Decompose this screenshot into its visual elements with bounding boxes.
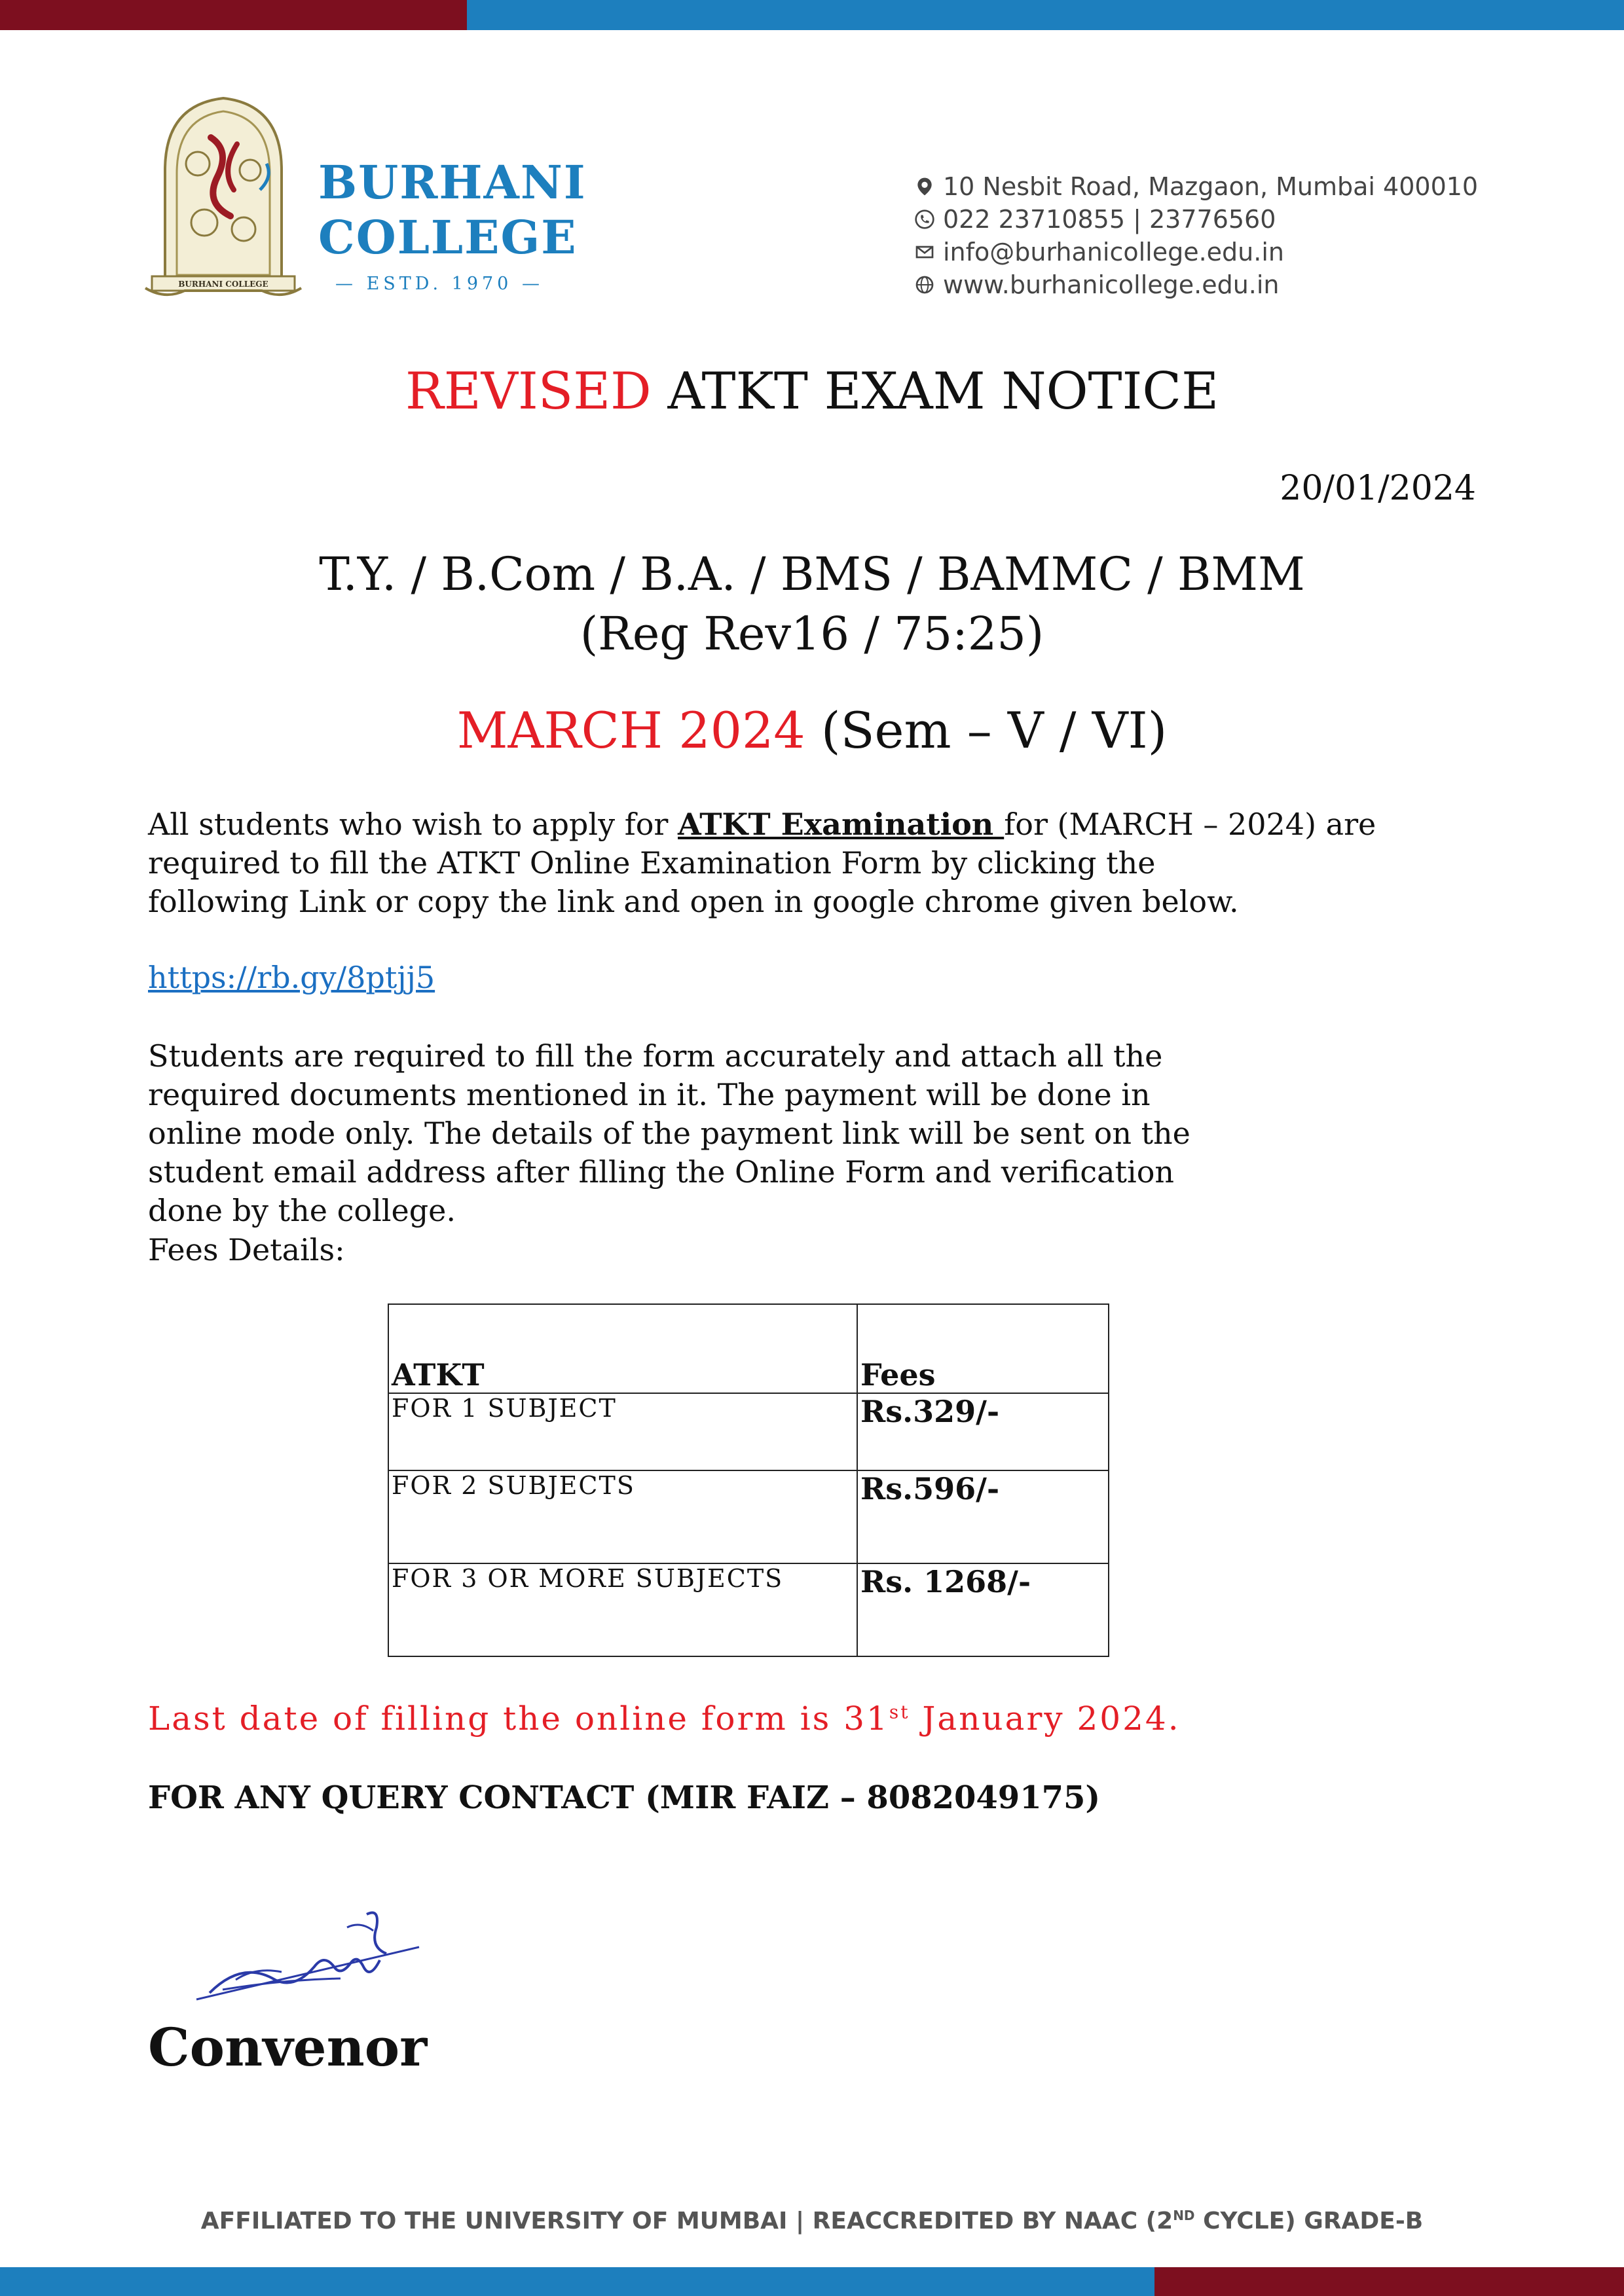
last-date-prefix: Last date of filling the online form is 31: [148, 1700, 889, 1738]
notice-title-revised: REVISED: [405, 362, 652, 421]
table-cell-fee: Rs. 1268/-: [857, 1563, 1109, 1656]
signature-image: [183, 1901, 426, 2013]
form-link[interactable]: https://rb.gy/8ptjj5: [148, 960, 435, 995]
college-established: — ESTD. 1970 —: [335, 274, 544, 294]
para1-text-bold: ATKT Examination: [678, 807, 1005, 842]
exam-session-month: MARCH 2024: [456, 701, 805, 759]
query-contact: FOR ANY QUERY CONTACT (MIR FAIZ – 8082049175): [148, 1779, 1101, 1816]
accreditation-footer: [0, 2208, 1624, 2234]
para2-line3: online mode only. The details of the payment link will be sent on the: [148, 1116, 1190, 1151]
exam-session: [0, 701, 1624, 759]
bottom-bar-blue: [0, 2267, 1154, 2296]
para2-line4: student email address after filling the Online Form and verification: [148, 1154, 1175, 1190]
last-date-notice: [148, 1700, 1181, 1738]
contact-phone: [914, 207, 1276, 232]
table-row: [388, 1563, 1109, 1656]
table-cell-fee: Rs.329/-: [857, 1393, 1109, 1470]
last-date-suffix: January 2024.: [910, 1700, 1181, 1738]
top-bar-blue: [467, 0, 1624, 30]
para2-line1: Students are required to fill the form accurately and attach all the: [148, 1038, 1163, 1074]
para2-line2: required documents mentioned in it. The payment will be done in: [148, 1077, 1151, 1112]
address-text: 10 Nesbit Road, Mazgaon, Mumbai 400010: [943, 172, 1479, 201]
college-name-line1: BURHANI: [318, 155, 587, 210]
para1-line1: [148, 805, 1376, 844]
notice-title: [0, 364, 1624, 420]
signatory-title: Convenor: [148, 2016, 428, 2078]
regulation-info: (Reg Rev16 / 75:25): [580, 607, 1044, 661]
bottom-bar-maroon: [1154, 2267, 1624, 2296]
fees-details-label: Fees Details:: [148, 1232, 345, 1267]
para1-text-c: for (MARCH – 2024) are: [1004, 807, 1376, 842]
phone-text: 022 23710855 | 23776560: [943, 205, 1276, 234]
course-list: T.Y. / B.Com / B.A. / BMS / BAMMC / BMM: [319, 547, 1305, 601]
contact-address: [914, 174, 1478, 199]
notice-title-main: ATKT EXAM NOTICE: [651, 362, 1219, 421]
contact-email[interactable]: [914, 240, 1284, 264]
table-cell-fee: Rs.596/-: [857, 1470, 1109, 1563]
mail-icon: [914, 242, 935, 263]
college-name-line2: COLLEGE: [318, 210, 578, 264]
para1-line3: following Link or copy the link and open in google chrome given below.: [148, 884, 1239, 919]
location-pin-icon: [914, 176, 935, 197]
footer-prefix: AFFILIATED TO THE UNIVERSITY OF MUMBAI | REACCREDITED BY NAAC (2: [200, 2208, 1173, 2234]
crest-text: BURHANI COLLEGE: [178, 280, 268, 289]
globe-icon: [914, 274, 935, 295]
footer-suffix: CYCLE) GRADE-B: [1194, 2208, 1424, 2234]
contact-website[interactable]: [914, 272, 1280, 297]
table-header-atkt: ATKT: [388, 1304, 857, 1393]
top-bar-maroon: [0, 0, 467, 30]
para1-text-a: All students who wish to apply for: [148, 807, 678, 842]
table-header-fees: Fees: [857, 1304, 1109, 1393]
last-date-sup: st: [889, 1701, 910, 1723]
footer-sup: ND: [1173, 2208, 1195, 2223]
phone-icon: [914, 209, 935, 230]
table-row: [388, 1470, 1109, 1563]
exam-session-semester: (Sem – V / VI): [805, 701, 1168, 759]
table-row: [388, 1393, 1109, 1470]
website-text[interactable]: www.burhanicollege.edu.in: [943, 270, 1280, 299]
notice-date: 20/01/2024: [1280, 469, 1476, 508]
table-cell-subject: FOR 2 SUBJECTS: [388, 1470, 857, 1563]
email-text[interactable]: info@burhanicollege.edu.in: [943, 238, 1284, 266]
table-cell-subject: FOR 1 SUBJECT: [388, 1393, 857, 1470]
table-header-row: [388, 1304, 1109, 1393]
para1-line2: required to fill the ATKT Online Examination Form by clicking the: [148, 845, 1156, 881]
college-crest-logo: [139, 92, 308, 301]
table-cell-subject: FOR 3 OR MORE SUBJECTS: [388, 1563, 857, 1656]
fees-table: [388, 1303, 1109, 1657]
para2-line5: done by the college.: [148, 1193, 456, 1228]
